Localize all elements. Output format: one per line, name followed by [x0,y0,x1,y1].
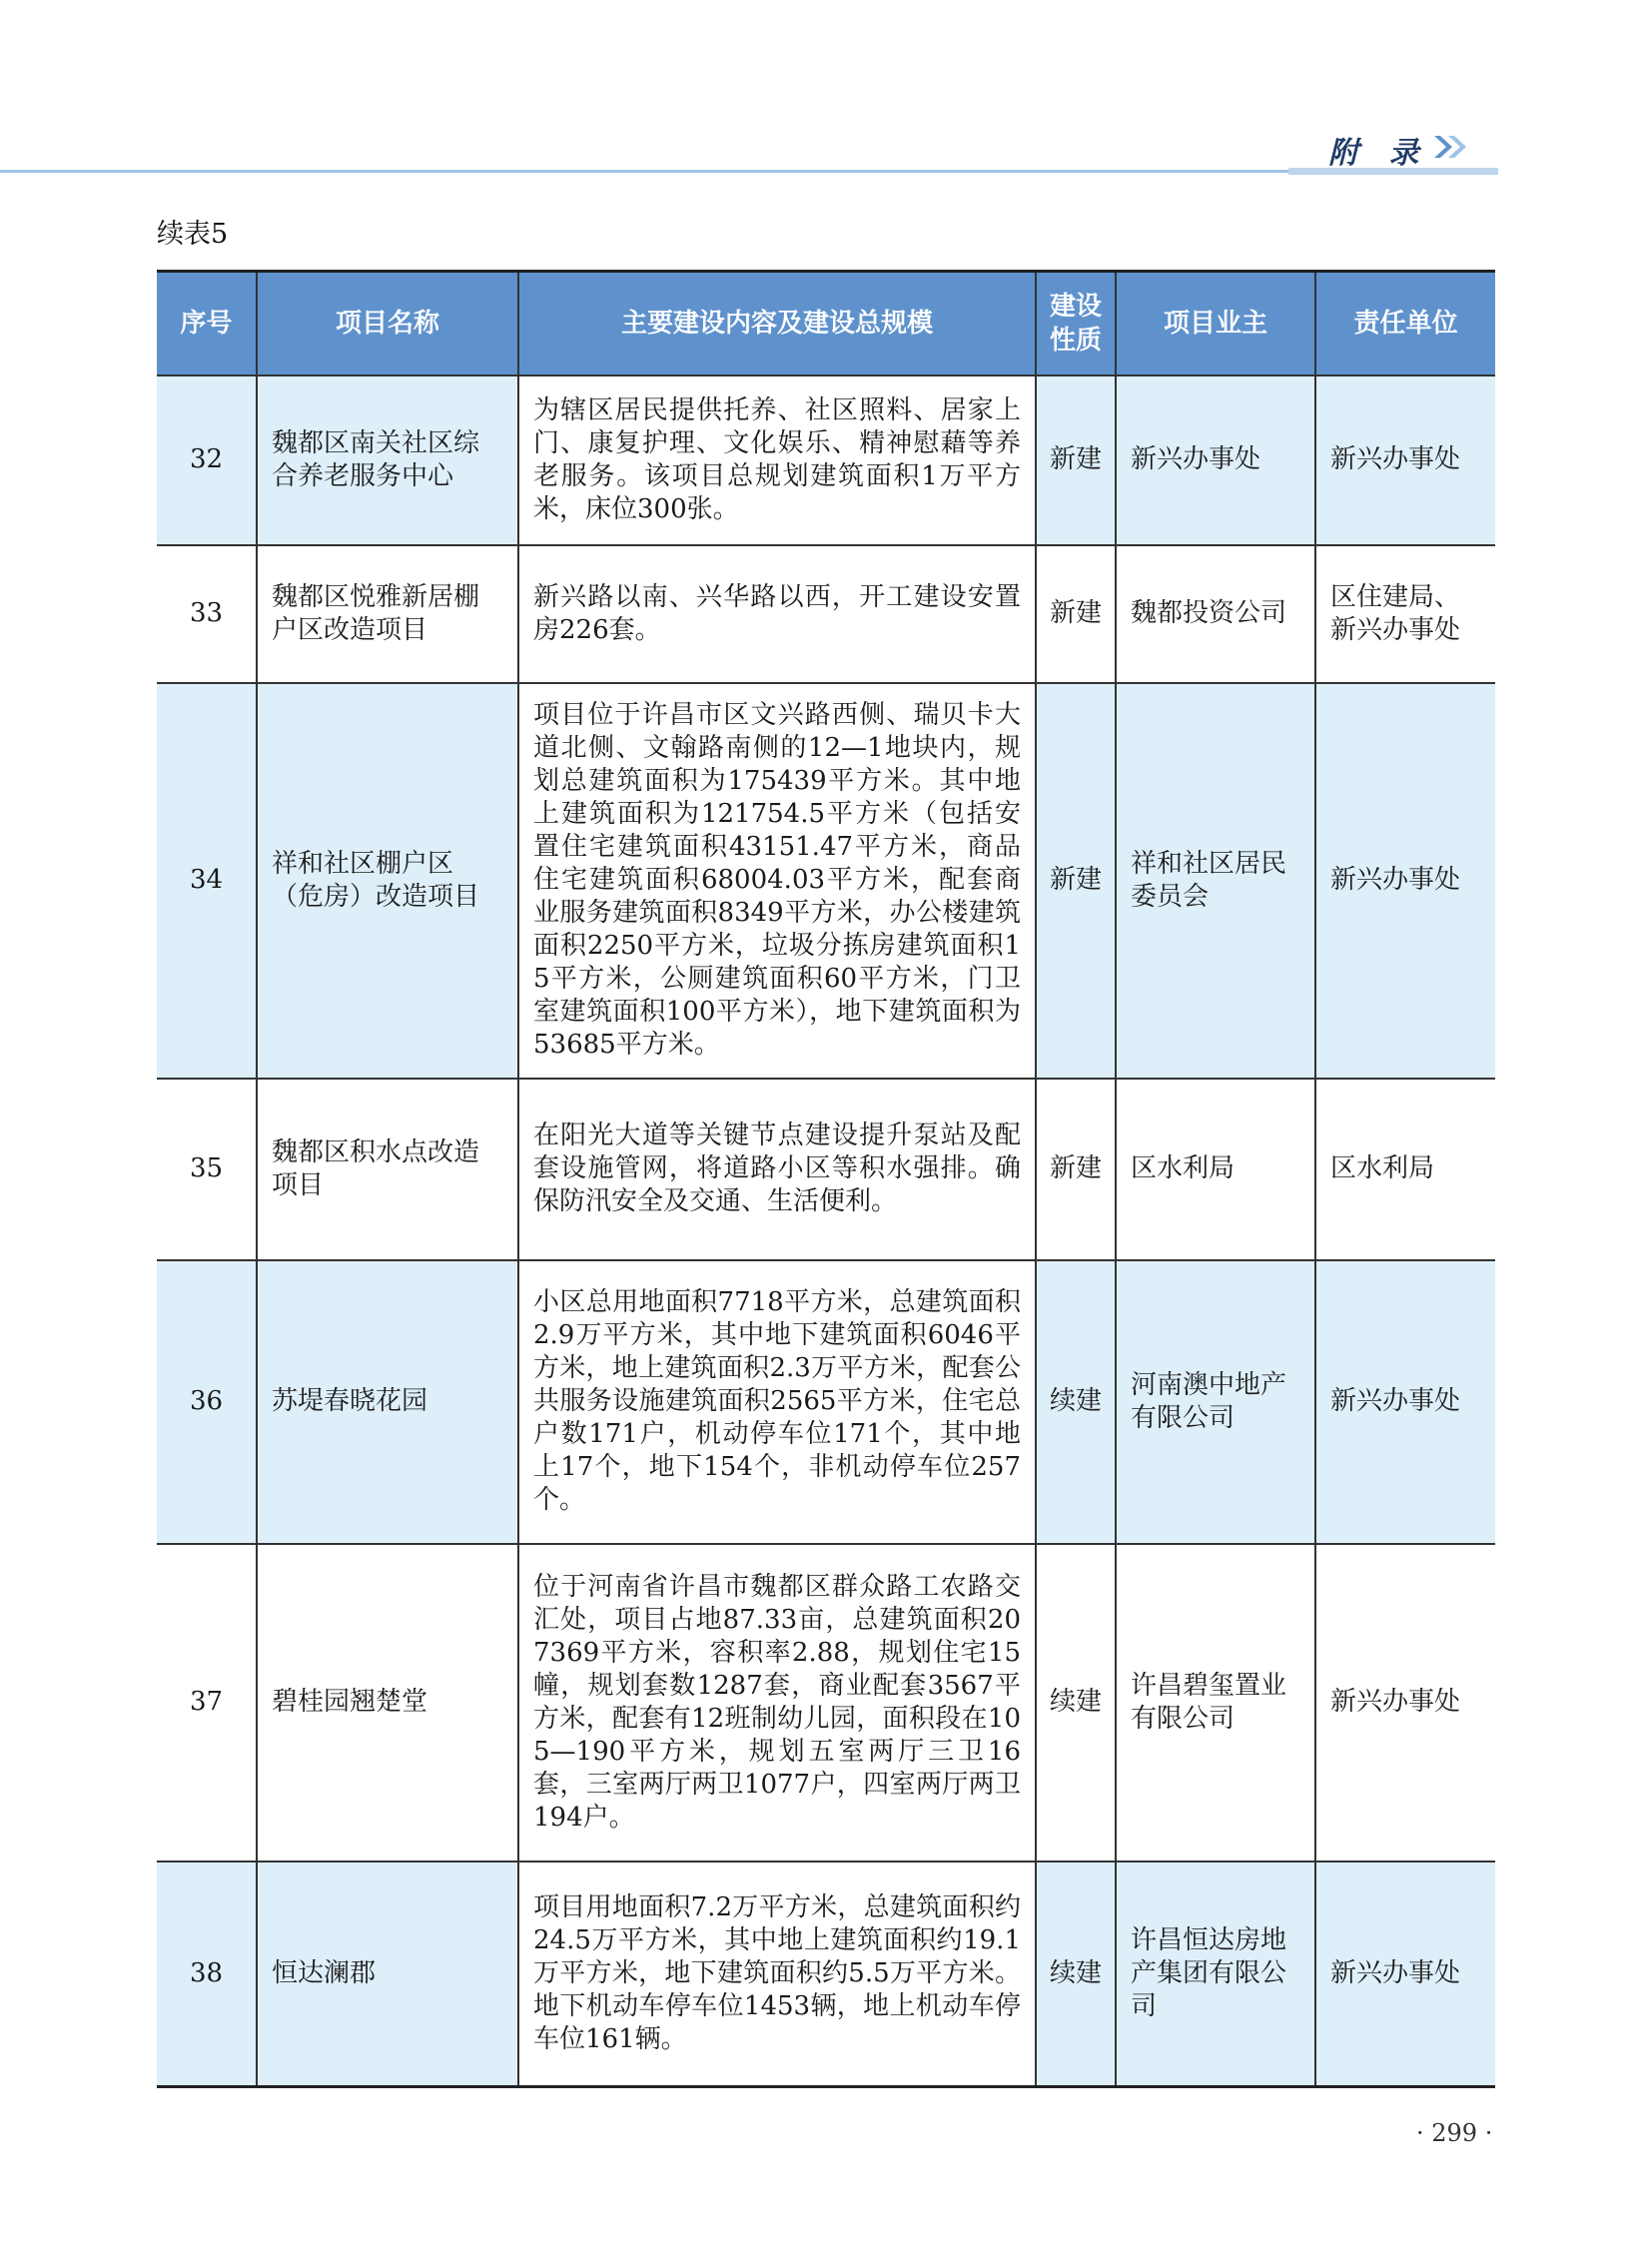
row-no: 35 [157,1079,257,1260]
row-name: 魏都区南关社区综合养老服务中心 [257,375,518,545]
col-header-no: 序号 [157,272,257,375]
row-content: 项目用地面积7.2万平方米，总建筑面积约24.5万平方米，其中地上建筑面积约19.1万平方米，地下建筑面积约5.5万平方米。地下机动车停车位1453辆，地上机动车停车位161辆。 [518,1862,1036,2087]
table-row [157,545,1495,683]
header-rule [0,170,1498,173]
page-number: · 299 · [1416,2119,1493,2147]
row-name: 魏都区悦雅新居棚户区改造项目 [257,545,518,683]
row-unit: 区水利局 [1315,1079,1495,1260]
row-owner: 魏都投资公司 [1116,545,1315,683]
table-row [157,683,1495,1079]
row-content: 小区总用地面积7718平方米，总建筑面积2.9万平方米，其中地下建筑面积6046平方米，地上建筑面积2.3万平方米，配套公共服务设施建筑面积2565平方米，住宅总户数171户，机动停车位171个，其中地上17个，地下154个，非机动停车位257个。 [518,1260,1036,1544]
double-chevron-right-icon [1432,132,1472,162]
row-unit: 新兴办事处 [1315,683,1495,1079]
row-unit: 区住建局、新兴办事处 [1315,545,1495,683]
col-header-type: 建设性质 [1036,272,1116,375]
row-type: 续建 [1036,1260,1116,1544]
table-row [157,1260,1495,1544]
table-row [157,375,1495,545]
table-header-row [157,272,1495,375]
row-unit: 新兴办事处 [1315,1862,1495,2087]
row-no: 32 [157,375,257,545]
row-name: 祥和社区棚户区（危房）改造项目 [257,683,518,1079]
row-owner: 祥和社区居民委员会 [1116,683,1315,1079]
row-type: 续建 [1036,1862,1116,2087]
table-caption: 续表5 [157,219,229,250]
row-content: 位于河南省许昌市魏都区群众路工农路交汇处，项目占地87.33亩，总建筑面积207369平方米，容积率2.88，规划住宅15幢，规划套数1287套，商业配套3567平方米，配套有12班制幼儿园，面积段在105—190平方米，规划五室两厅三卫16套，三室两厅两卫1077户，四室两厅两卫194户。 [518,1544,1036,1862]
row-content: 在阳光大道等关键节点建设提升泵站及配套设施管网，将道路小区等积水强排。确保防汛安全及交通、生活便利。 [518,1079,1036,1260]
row-no: 38 [157,1862,257,2087]
projects-table [157,270,1495,2088]
row-content: 项目位于许昌市区文兴路西侧、瑞贝卡大道北侧、文翰路南侧的12—1地块内，规划总建筑面积为175439平方米。其中地上建筑面积为121754.5平方米（包括安置住宅建筑面积43151.47平方米，商品住宅建筑面积68004.03平方米，配套商业服务建筑面积8349平方米，办公楼建筑面积2250平方米，垃圾分拣房建筑面积15平方米，公厕建筑面积60平方米，门卫室建筑面积100平方米），地下建筑面积为53685平方米。 [518,683,1036,1079]
row-content: 新兴路以南、兴华路以西，开工建设安置房226套。 [518,545,1036,683]
row-no: 34 [157,683,257,1079]
row-content: 为辖区居民提供托养、社区照料、居家上门、康复护理、文化娱乐、精神慰藉等养老服务。该项目总规划建筑面积1万平方米，床位300张。 [518,375,1036,545]
row-no: 36 [157,1260,257,1544]
row-owner: 许昌恒达房地产集团有限公司 [1116,1862,1315,2087]
row-owner: 许昌碧玺置业有限公司 [1116,1544,1315,1862]
section-title: 附 录 [1328,136,1429,171]
row-type: 续建 [1036,1544,1116,1862]
row-type: 新建 [1036,375,1116,545]
row-no: 33 [157,545,257,683]
row-owner: 新兴办事处 [1116,375,1315,545]
row-no: 37 [157,1544,257,1862]
row-unit: 新兴办事处 [1315,1544,1495,1862]
col-header-owner: 项目业主 [1116,272,1315,375]
col-header-name: 项目名称 [257,272,518,375]
row-owner: 区水利局 [1116,1079,1315,1260]
row-owner: 河南澳中地产有限公司 [1116,1260,1315,1544]
row-type: 新建 [1036,1079,1116,1260]
table-row [157,1862,1495,2087]
row-name: 苏堤春晓花园 [257,1260,518,1544]
col-header-unit: 责任单位 [1315,272,1495,375]
row-unit: 新兴办事处 [1315,375,1495,545]
table-row [157,1079,1495,1260]
row-type: 新建 [1036,545,1116,683]
row-name: 魏都区积水点改造项目 [257,1079,518,1260]
row-unit: 新兴办事处 [1315,1260,1495,1544]
row-name: 碧桂园翘楚堂 [257,1544,518,1862]
row-name: 恒达澜郡 [257,1862,518,2087]
table-row [157,1544,1495,1862]
row-type: 新建 [1036,683,1116,1079]
col-header-content: 主要建设内容及建设总规模 [518,272,1036,375]
